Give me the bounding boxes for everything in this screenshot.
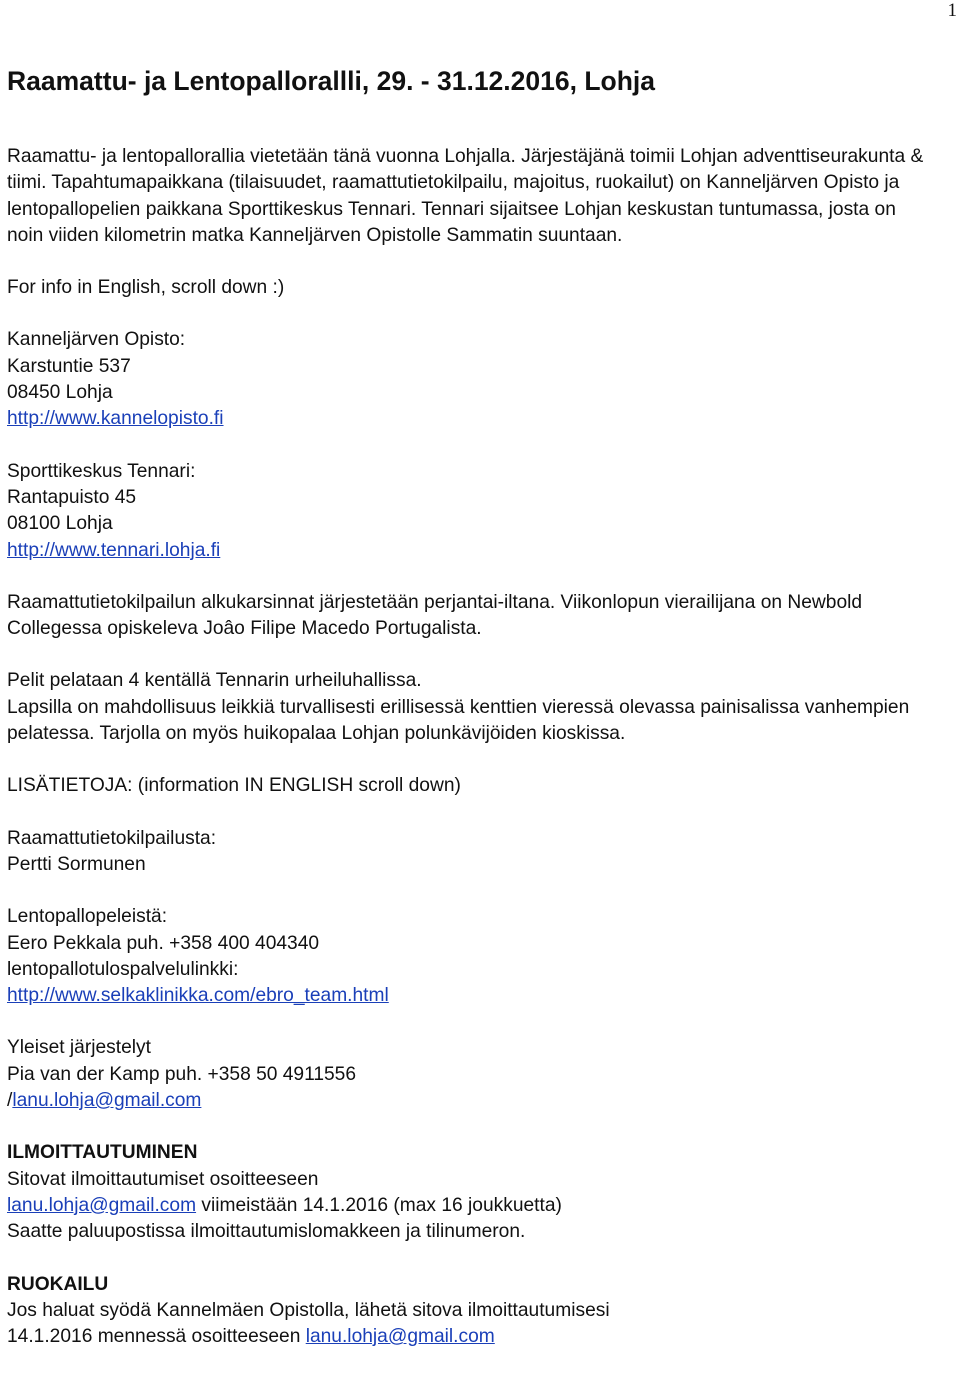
page-title: Raamattu- ja Lentopallorallli, 29. - 31.12.2016, Lohja bbox=[7, 66, 655, 96]
general-contact-email-link[interactable]: lanu.lohja@gmail.com bbox=[12, 1090, 202, 1112]
registration-line-3: Saatte paluupostissa ilmoittautumislomakkeen ja tilinumeron. bbox=[7, 1221, 526, 1243]
kannel-city: 08450 Lohja bbox=[7, 382, 113, 404]
tennari-address bbox=[7, 459, 937, 564]
general-contact bbox=[7, 1035, 937, 1114]
general-contact-email-line bbox=[7, 1088, 937, 1114]
meals-line-1: Jos haluat syödä Kannelmäen Opistolla, lähetä sitova ilmoittautumisesi bbox=[7, 1299, 610, 1321]
more-info-heading: LISÄTIETOJA: (information IN ENGLISH scroll down) bbox=[7, 775, 461, 797]
registration-section bbox=[7, 1140, 937, 1245]
tennari-city: 08100 Lohja bbox=[7, 513, 113, 535]
quiz-info-paragraph: Raamattutietokilpailun alkukarsinnat järjestetään perjantai-iltana. Viikonlopun vierailijana on Newbold Collegessa opiskeleva Joâo Filipe Macedo Portugalista. bbox=[7, 591, 863, 640]
quiz-contact bbox=[7, 826, 937, 879]
tennari-name: Sporttikeskus Tennari: bbox=[7, 460, 196, 482]
tennari-street: Rantapuisto 45 bbox=[7, 486, 137, 508]
volleyball-results-link[interactable]: http://www.selkaklinikka.com/ebro_team.html bbox=[7, 985, 389, 1007]
registration-deadline: viimeistään 14.1.2016 (max 16 joukkuetta) bbox=[196, 1194, 562, 1216]
document-body bbox=[7, 62, 937, 1376]
meals-section bbox=[7, 1272, 937, 1351]
quiz-contact-name: Pertti Sormunen bbox=[7, 853, 146, 875]
volleyball-contact bbox=[7, 904, 937, 1009]
registration-line-2 bbox=[7, 1193, 937, 1219]
kannel-street: Karstuntie 537 bbox=[7, 355, 131, 377]
volleyball-contact-label: Lentopallopeleistä: bbox=[7, 906, 168, 928]
english-note: For info in English, scroll down :) bbox=[7, 277, 285, 299]
meals-heading: RUOKAILU bbox=[7, 1273, 109, 1295]
games-line-2: Lapsilla on mahdollisuus leikkiä turvallisesti erillisessä kenttien vieressä olevassa painisalissa vanhempien pelatessa. Tarjolla on myös huikopalaa Lohjan polunkävijöiden kioskissa. bbox=[7, 696, 910, 745]
tennari-link[interactable]: http://www.tennari.lohja.fi bbox=[7, 539, 221, 561]
registration-line-1: Sitovat ilmoittautumiset osoitteeseen bbox=[7, 1168, 319, 1190]
kannel-name: Kanneljärven Opisto: bbox=[7, 329, 186, 351]
meals-deadline: 14.1.2016 mennessä osoitteeseen bbox=[7, 1326, 306, 1348]
general-contact-name: Pia van der Kamp puh. +358 50 4911556 bbox=[7, 1063, 357, 1085]
email-prefix: / bbox=[7, 1090, 13, 1112]
meals-email-link[interactable]: lanu.lohja@gmail.com bbox=[305, 1326, 495, 1348]
games-line-1: Pelit pelataan 4 kentällä Tennarin urheiluhallissa. bbox=[7, 670, 422, 692]
meals-line-2 bbox=[7, 1324, 937, 1350]
registration-email-link[interactable]: lanu.lohja@gmail.com bbox=[7, 1194, 197, 1216]
games-paragraph bbox=[7, 668, 937, 747]
registration-heading: ILMOITTAUTUMINEN bbox=[7, 1142, 198, 1164]
quiz-contact-label: Raamattutietokilpailusta: bbox=[7, 827, 217, 849]
general-contact-label: Yleiset järjestelyt bbox=[7, 1037, 151, 1059]
page-number: 1 bbox=[947, 0, 957, 21]
kannel-address bbox=[7, 327, 937, 432]
volleyball-contact-name: Eero Pekkala puh. +358 400 404340 bbox=[7, 932, 320, 954]
intro-paragraph: Raamattu- ja lentopallorallia vietetään tänä vuonna Lohjalla. Järjestäjänä toimii Lohjan adventtiseurakunta & tiimi. Tapahtumapaikkana (tilaisuudet, raamattutietokilpailu, majoitus, ruokailut) on Kanneljärven Opisto ja lentopallopelien paikkana Sporttikeskus Tennari. Tennari sijaitsee Lohjan keskustan tuntumassa, josta on noin viiden kilometrin matka Kanneljärven Opistolle Sammatin suuntaan. bbox=[7, 146, 924, 246]
volleyball-link-label: lentopallotulospalvelulinkki: bbox=[7, 958, 239, 980]
kannel-link[interactable]: http://www.kannelopisto.fi bbox=[7, 408, 224, 430]
